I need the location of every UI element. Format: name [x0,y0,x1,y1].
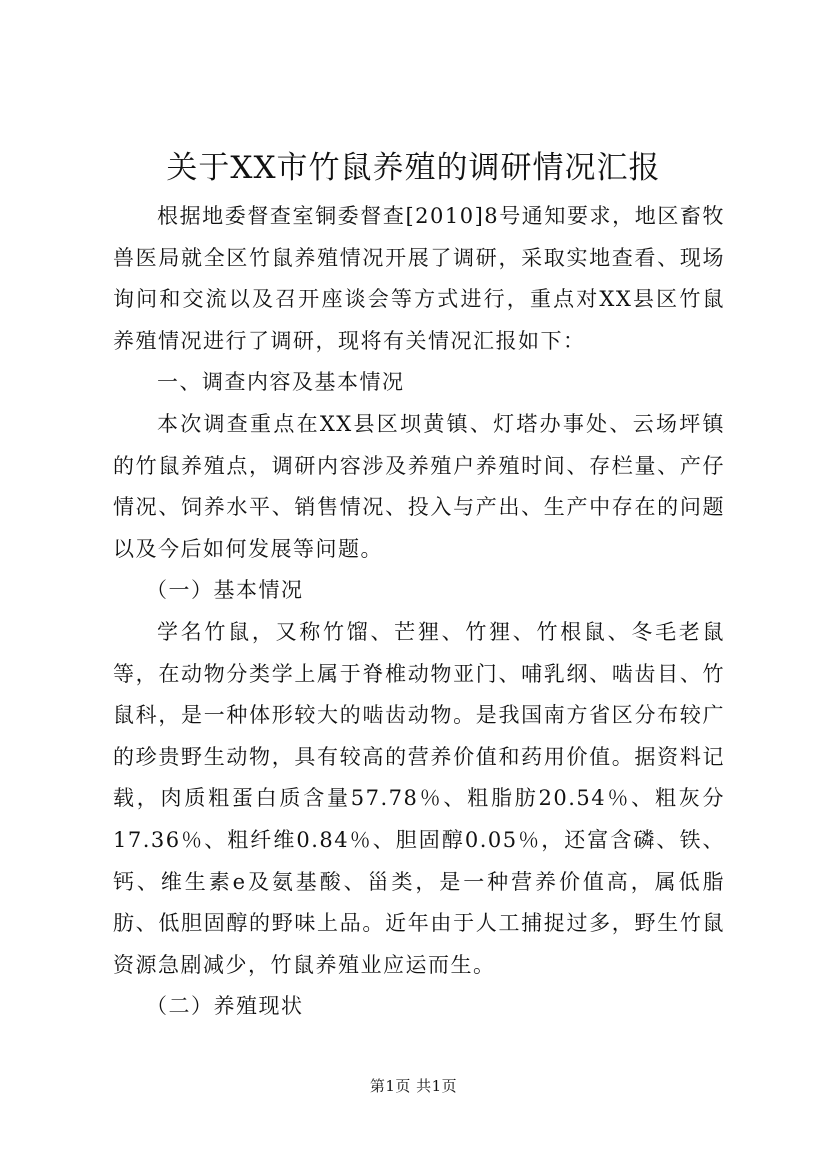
intro-paragraph: 根据地委督查室铜委督查[2010]8号通知要求，地区畜牧兽医局就全区竹鼠养殖情况开展了调研，采取实地查看、现场询问和交流以及召开座谈会等方式进行，重点对XX县区竹鼠养殖情况进行了调研，现将有关情况汇报如下： [113,204,725,353]
page-number-footer: 第1页 共1页 [369,1077,458,1095]
subsection-heading-basic: （一）基本情况 [146,578,304,603]
section-heading-1: 一、调查内容及基本情况 [157,370,405,395]
basic-info-paragraph: 学名竹鼠，又称竹馏、芒狸、竹狸、竹根鼠、冬毛老鼠等，在动物分类学上属于脊椎动物亚门、哺乳纲、啮齿目、竹鼠科，是一种体形较大的啮齿动物。是我国南方省区分布较广的珍贵野生动物，具有较高的营养价值和药用价值。据资料记载，肉质粗蛋白质含量57.78％、粗脂肪20.54％、粗灰分17.36％、粗纤维0.84％、胆固醇0.05％，还富含磷、铁、钙、维生素e及氨基酸、甾类，是一种营养价值高，属低脂肪、低胆固醇的野味上品。近年由于人工捕捉过多，野生竹鼠资源急剧减少，竹鼠养殖业应运而生。 [113,619,725,977]
survey-paragraph: 本次调查重点在XX县区坝黄镇、灯塔办事处、云场坪镇的竹鼠养殖点，调研内容涉及养殖户养殖时间、存栏量、产仔情况、饲养水平、销售情况、投入与产出、生产中存在的问题以及今后如何发展等问题。 [113,411,725,561]
subsection-heading-status: （二）养殖现状 [146,994,304,1019]
document-title: 关于XX市竹鼠养殖的调研情况汇报 [166,150,661,186]
document-body [113,196,725,1028]
